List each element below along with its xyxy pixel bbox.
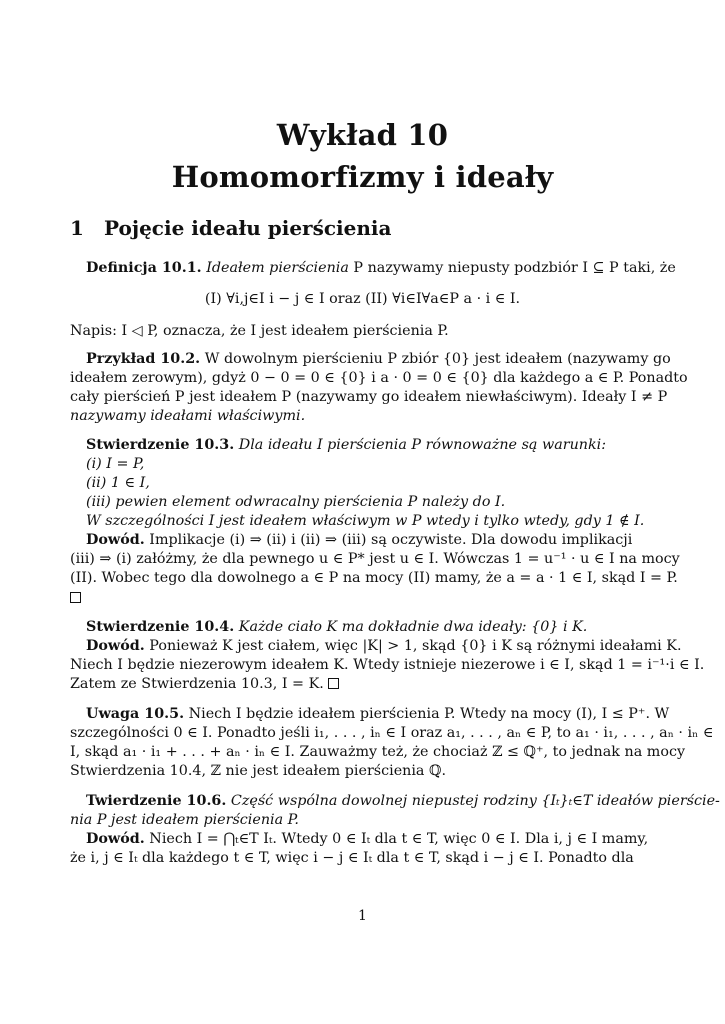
notation-line: Napis: I ◁ P, oznacza, że I jest ideałem pierścienia P. xyxy=(70,323,449,339)
definition-text: P nazywamy niepusty podzbiór I ⊆ P taki, że xyxy=(348,260,676,276)
proposition-statement: Każde ciało K ma dokładnie dwa ideały: {0} i K. xyxy=(234,619,588,635)
proof-label: Dowód. xyxy=(86,831,145,847)
definition-10-1 xyxy=(86,259,676,277)
qed-symbol xyxy=(70,592,81,603)
proposition-label: Stwierdzenie 10.3. xyxy=(86,437,235,453)
remark-10-5-line-3: I, skąd a₁ · i₁ + . . . + aₙ · iₙ ∈ I. Zauważmy też, że chociaż ℤ ≤ ℚ⁺, to jednak na mocy xyxy=(70,744,686,760)
example-10-2-line-4: nazywamy ideałami właściwymi. xyxy=(70,408,306,424)
proposition-10-4 xyxy=(86,618,658,636)
proposition-item-ii: (ii) 1 ∈ I, xyxy=(86,475,150,491)
proof-10-4-line-2: Niech I będzie niezerowym ideałem K. Wtedy istnieje niezerowe i ∈ I, skąd 1 = i⁻¹·i ∈ I. xyxy=(70,657,705,673)
qed-box xyxy=(70,589,658,607)
proof-10-6-line-2: że i, j ∈ Iₜ dla każdego t ∈ T, więc i − j ∈ Iₜ dla t ∈ T, skąd i − j ∈ I. Ponadto dla xyxy=(70,850,634,866)
definition-term: Ideałem pierścienia xyxy=(206,260,349,276)
proof-10-4-line-3 xyxy=(70,675,658,693)
proposition-statement: Dla ideału I pierścienia P równoważne są warunki: xyxy=(234,437,607,453)
proof-label: Dowód. xyxy=(86,638,145,654)
proof-10-4-line-1 xyxy=(86,637,682,655)
remark-label: Uwaga 10.5. xyxy=(86,706,185,722)
theorem-10-6-line-2: nia P jest ideałem pierścienia P. xyxy=(70,812,299,828)
proposition-corollary: W szczególności I jest ideałem właściwym w P wtedy i tylko wtedy, gdy 1 ∉ I. xyxy=(86,513,645,529)
proposition-10-3 xyxy=(86,436,658,454)
theorem-label: Twierdzenie 10.6. xyxy=(86,793,227,809)
remark-text: Niech I będzie ideałem pierścienia P. Wtedy na mocy (I), I ≤ P⁺. W xyxy=(184,706,670,722)
proof-text: Implikacje (i) ⇒ (ii) i (ii) ⇒ (iii) są oczywiste. Dla dowodu implikacji xyxy=(144,532,633,548)
lecture-title: Wykład 10 xyxy=(276,118,449,152)
example-text: W dowolnym pierścieniu P zbiór {0} jest ideałem (nazywamy go xyxy=(200,351,671,367)
page-number: 1 xyxy=(358,908,367,924)
definition-formula: (I) ∀i,j∈I i − j ∈ I oraz (II) ∀i∈I∀a∈P a · i ∈ I. xyxy=(204,291,521,307)
proof-10-3-line-2: (iii) ⇒ (i) załóżmy, że dla pewnego u ∈ P* jest u ∈ I. Wówczas 1 = u⁻¹ · u ∈ I na mocy xyxy=(70,551,680,567)
definition-label: Definicja 10.1. xyxy=(86,260,202,276)
proof-10-6-line-1 xyxy=(86,830,658,848)
example-10-2-line-2: ideałem zerowym), gdyż 0 − 0 = 0 ∈ {0} i a · 0 = 0 ∈ {0} dla każdego a ∈ P. Ponadto xyxy=(70,370,688,386)
example-10-2-line-1 xyxy=(86,350,671,368)
theorem-text: Część wspólna dowolnej niepustej rodziny {Iₜ}ₜ∈T ideałów pierście- xyxy=(226,793,720,809)
proof-text: Niech I = ⋂ₜ∈T Iₜ. Wtedy 0 ∈ Iₜ dla t ∈ T, więc 0 ∈ I. Dla i, j ∈ I mamy, xyxy=(144,831,649,847)
proof-label: Dowód. xyxy=(86,532,145,548)
qed-symbol xyxy=(328,678,339,689)
proposition-item-iii: (iii) pewien element odwracalny pierścienia P należy do I. xyxy=(86,494,506,510)
section-number: 1 xyxy=(70,216,84,240)
section-heading xyxy=(70,216,391,240)
proof-text: Zatem ze Stwierdzenia 10.3, I = K. xyxy=(70,676,324,692)
lecture-subtitle: Homomorfizmy i ideały xyxy=(171,160,554,194)
remark-10-5-line-1 xyxy=(86,705,670,723)
theorem-10-6-line-1 xyxy=(86,792,720,810)
remark-10-5-line-4: Stwierdzenia 10.4, ℤ nie jest ideałem pierścienia ℚ. xyxy=(70,763,446,779)
proposition-label: Stwierdzenie 10.4. xyxy=(86,619,235,635)
proof-10-3-line-3: (II). Wobec tego dla dowolnego a ∈ P na mocy (II) mamy, że a = a · 1 ∈ I, skąd I = P. xyxy=(70,570,678,586)
section-title: Pojęcie ideału pierścienia xyxy=(104,216,392,240)
proposition-item-i: (i) I = P, xyxy=(86,456,145,472)
proof-text: Ponieważ K jest ciałem, więc |K| > 1, skąd {0} i K są różnymi ideałami K. xyxy=(144,638,682,654)
example-10-2-line-3: cały pierścień P jest ideałem P (nazywamy go ideałem niewłaściwym). Ideały I ≠ P xyxy=(70,389,668,405)
proof-10-3-line-1 xyxy=(86,531,658,549)
remark-10-5-line-2: szczególności 0 ∈ I. Ponadto jeśli i₁, . . . , iₙ ∈ I oraz a₁, . . . , aₙ ∈ P, to a₁ · i₁, . . . , aₙ · iₙ ∈ xyxy=(70,725,714,741)
example-label: Przykład 10.2. xyxy=(86,351,201,367)
